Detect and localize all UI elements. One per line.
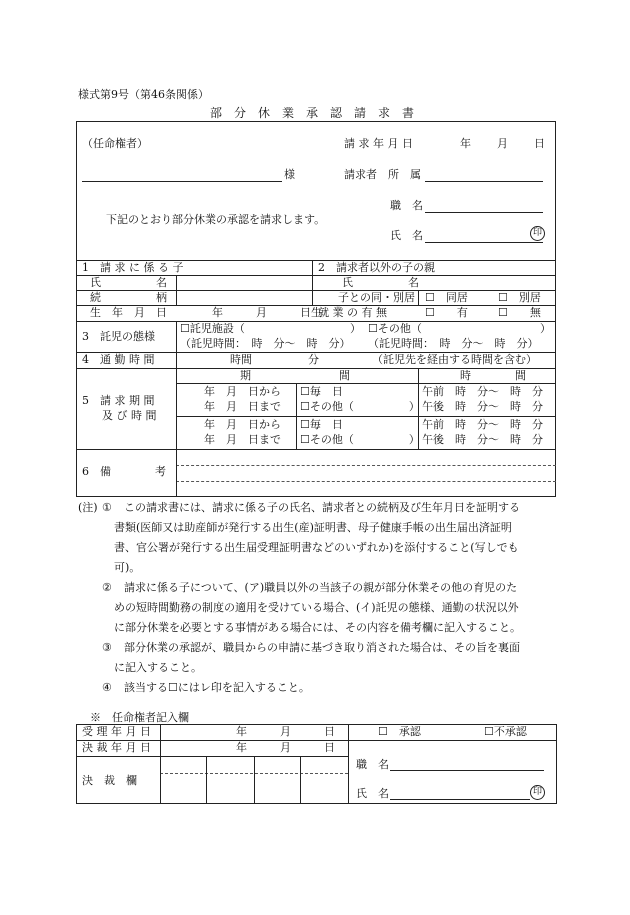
received-date-label: 受 理 年 月 日 [82, 725, 151, 738]
name-line[interactable] [425, 242, 543, 243]
cohab-label: 子との同・別居 [338, 291, 415, 304]
approval-stamp-box[interactable] [302, 758, 346, 802]
period-time[interactable]: 午前 時 分～ 時 分 [422, 418, 543, 431]
sama-label: 様 [284, 168, 295, 181]
childcare-other-checkbox[interactable]: ☐その他（ [368, 322, 422, 335]
commute-hours[interactable]: 時間 [230, 353, 252, 366]
affiliation-label: 請求者 所 属 [344, 168, 421, 181]
period-time[interactable]: 午後 時 分～ 時 分 [422, 433, 543, 446]
period-date[interactable]: 年 月 日まで [204, 400, 281, 413]
child-name-label: 氏 名 [90, 276, 167, 289]
decided-date-label: 決 裁 年 月 日 [82, 741, 151, 754]
decided-date-value[interactable]: 年 月 日 [236, 741, 335, 754]
post-line[interactable] [425, 212, 543, 213]
other-parent-heading: 2 請求者以外の子の親 [318, 261, 435, 274]
child-relation-label: 続 柄 [90, 291, 167, 304]
period-date[interactable]: 年 月 日まで [204, 433, 281, 446]
approve-checkbox[interactable]: ☐ 承認 [378, 725, 421, 738]
appointer-line[interactable] [82, 181, 282, 182]
childcare-facility-hours[interactable]: （託児時間： 時 分～ 時 分） [180, 337, 351, 350]
approval-stamp-box[interactable] [208, 758, 252, 802]
request-date-label: 請 求 年 月 日 [344, 137, 413, 150]
remarks-label: 6 備 考 [82, 465, 166, 478]
appointer-name-line[interactable] [390, 799, 530, 800]
request-body-text: 下記のとおり部分休業の承認を請求します。 [106, 213, 326, 226]
other-parent-name-label: 氏 名 [342, 276, 419, 289]
period-label: 5 請 求 期 間 [82, 394, 155, 407]
note-2: 請求に係る子について、(ア)職員以外の当該子の親が部分休業その他の育児のた [124, 581, 518, 594]
appointer-seal-icon: 印 [530, 785, 545, 800]
commute-note: （託児先を経由する時間を含む） [372, 353, 537, 366]
post-label: 職 名 [390, 199, 423, 212]
period-time[interactable]: 午後 時 分～ 時 分 [422, 400, 543, 413]
cohab-same-checkbox[interactable]: ☐ 同居 [425, 291, 468, 304]
form-number: 様式第9号（第46条関係） [78, 88, 209, 101]
period-header: 期 間 [240, 369, 350, 382]
period-every-day-checkbox[interactable]: ☐毎 日 [300, 385, 343, 398]
child-heading: 1 請 求 に 係 る 子 [82, 261, 184, 274]
work-no-checkbox[interactable]: ☐ 無 [498, 306, 541, 319]
period-other-checkbox[interactable]: ☐その他（ ） [300, 400, 420, 413]
note-3: 部分休業の承認が、職員からの申請に基づき取り消された場合は、その旨を裏面 [124, 641, 520, 654]
childcare-label: 3 託児の態様 [82, 330, 155, 343]
period-label-2: 及 び 時 間 [102, 409, 157, 422]
note-4: 該当する☐にはレ印を記入すること。 [124, 681, 310, 694]
appointer-post-line[interactable] [390, 770, 544, 771]
seal-icon: 印 [530, 226, 545, 241]
period-time[interactable]: 午前 時 分～ 時 分 [422, 385, 543, 398]
childcare-other-hours[interactable]: （託児時間： 時 分～ 時 分） [368, 337, 539, 350]
child-dob-value[interactable]: 年 月 日生 [212, 306, 322, 319]
time-header: 時 間 [460, 369, 526, 382]
work-label: 就 業 の 有 無 [318, 306, 387, 319]
cohab-separate-checkbox[interactable]: ☐ 別居 [498, 291, 541, 304]
approval-stamp-box[interactable] [162, 758, 204, 802]
received-date-value[interactable]: 年 月 日 [236, 725, 335, 738]
date-year: 年 [460, 137, 471, 150]
notes-marker: (注) [78, 501, 98, 514]
period-every-day-checkbox[interactable]: ☐毎 日 [300, 418, 343, 431]
childcare-facility-checkbox[interactable]: ☐託児施設（ [180, 322, 245, 335]
date-day: 日 [534, 137, 545, 150]
work-yes-checkbox[interactable]: ☐ 有 [425, 306, 468, 319]
commute-label: 4 通 勤 時 間 [82, 353, 155, 366]
name-label: 氏 名 [390, 229, 423, 242]
page-title: 部 分 休 業 承 認 請 求 書 [210, 106, 415, 120]
approval-column-label: 決 裁 欄 [82, 774, 137, 787]
appointer-section-heading: ※ 任命権者記入欄 [90, 711, 189, 724]
appointer-label: （任命権者） [82, 137, 148, 150]
disapprove-checkbox[interactable]: ☐不承認 [484, 725, 527, 738]
remarks-field[interactable] [178, 452, 554, 495]
period-date[interactable]: 年 月 日から [204, 418, 281, 431]
appointer-post-label: 職 名 [356, 758, 389, 771]
approval-stamp-box[interactable] [256, 758, 298, 802]
period-other-checkbox[interactable]: ☐その他（ ） [300, 433, 420, 446]
period-date[interactable]: 年 月 日から [204, 385, 281, 398]
date-month: 月 [497, 137, 508, 150]
appointer-name-label: 氏 名 [356, 787, 389, 800]
commute-minutes[interactable]: 分 [308, 353, 319, 366]
affiliation-line[interactable] [425, 181, 543, 182]
child-dob-label: 生 年 月 日 [90, 306, 167, 319]
note-1: この請求書には、請求に係る子の氏名、請求者との続柄及び生年月日を証明する [124, 501, 520, 514]
